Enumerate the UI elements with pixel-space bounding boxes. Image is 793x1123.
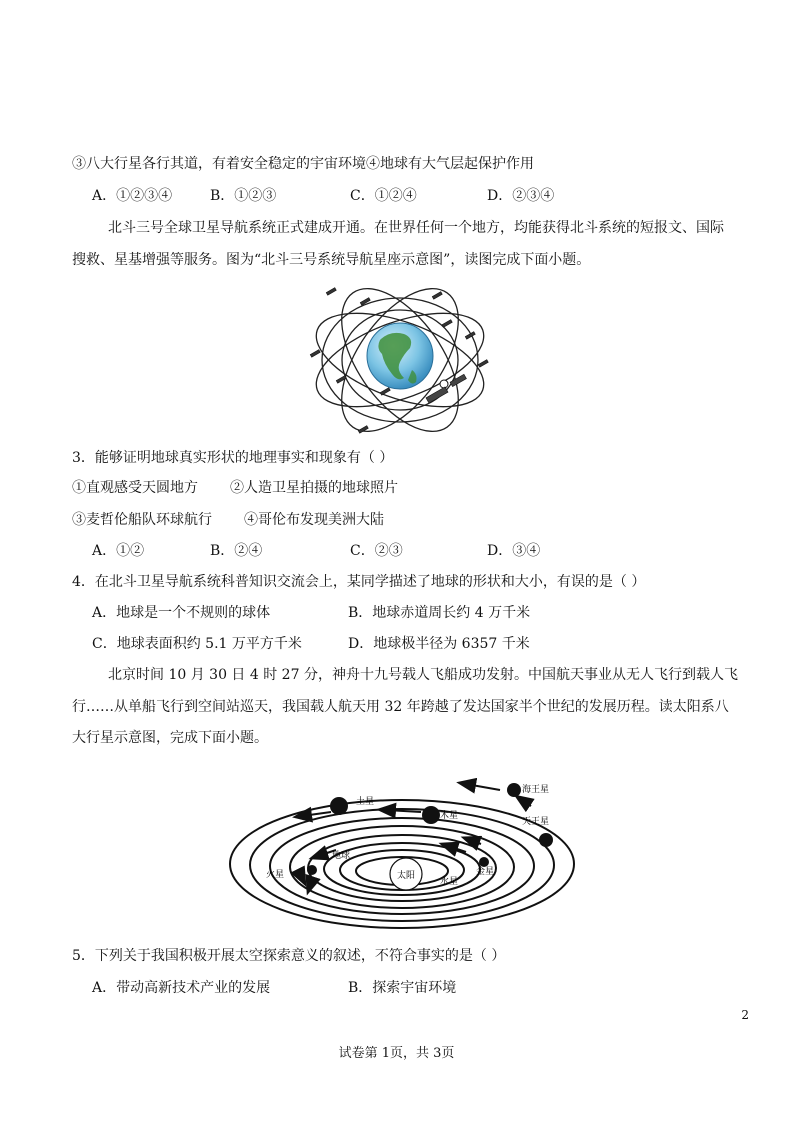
mars-label: 火星 [266,870,285,880]
q3-stem: 3．能够证明地球真实形状的地理事实和现象有（ ） [72,450,394,466]
satellite-icon [478,360,488,368]
intro-option-d: D．②③④ [487,188,555,204]
beidou-paragraph-line-2: 搜救、星基增强等服务。图为“北斗三号系统导航星座示意图”，读图完成下面小题。 [72,252,591,268]
beidou-constellation-figure [300,278,500,440]
satellite-icon [432,292,442,300]
shenzhou-paragraph-line-3: 大行星示意图，完成下面小题。 [72,730,268,746]
intro-option-a: A．①②③④ [92,188,173,204]
uranus-label: 天王星 [522,817,550,827]
mars [307,865,317,875]
q5-option-a: A．带动高新技术产业的发展 [92,980,271,996]
page-number: 2 [741,1008,749,1022]
q3-item-1: ①直观感受天圆地方 [72,480,198,496]
satellite-icon [326,288,336,296]
q3-item-4: ④哥伦布发现美洲大陆 [244,512,384,528]
q4-option-b: B．地球赤道周长约 4 万千米 [348,605,531,621]
satellite-icon [442,320,452,328]
orbit-direction-arrow [522,800,531,806]
q3-option-c: C．②③ [350,543,403,559]
orbit-direction-arrow [310,880,312,886]
sun-label: 太阳 [397,871,416,881]
q3-option-b: B．②④ [210,543,263,559]
venus-label: 金星 [476,867,495,877]
q4-stem: 4．在北斗卫星导航系统科普知识交流会上，某同学描述了地球的形状和大小，有误的是（ ） [72,574,646,590]
beidou-paragraph-line-1: 北斗三号全球卫星导航系统正式建成开通。在世界任何一个地方，均能获得北斗系统的短报文、国际 [108,220,724,236]
saturn-label: 土星 [356,797,375,807]
orbit-direction-arrow [386,810,421,812]
neptune [507,783,521,797]
jupiter-label: 木星 [440,811,459,821]
earth-label: 地球 [332,851,351,861]
jupiter [422,806,440,824]
q4-option-a: A．地球是一个不规则的球体 [92,605,271,621]
satellite-icon [380,388,390,396]
q4-option-c: C．地球表面积约 5.1 万平方千米 [92,636,302,652]
orbit-direction-arrow [470,840,481,844]
page-footer: 试卷第 1页，共 3页 [338,1046,455,1061]
neptune-label: 海王星 [522,785,550,795]
satellite-icon [310,350,320,358]
earth-planet [318,849,328,859]
intro-option-c: C．①②④ [350,188,417,204]
q4-option-d: D．地球极半径为 6357 千米 [348,636,530,652]
uranus [539,833,553,847]
venus [479,857,489,867]
q5-stem: 5．下列关于我国积极开展太空探索意义的叙述，不符合事实的是（ ） [72,948,506,964]
mercury-label: 水星 [440,877,459,887]
orbit-direction-arrow [466,784,500,790]
orbit-direction-arrow [298,870,302,878]
intro-statement: ③八大行星各行其道，有着安全稳定的宇宙环境④地球有大气层起保护作用 [72,156,534,172]
q3-option-d: D．③④ [487,543,541,559]
saturn [330,797,348,815]
q3-item-3: ③麦哲伦船队环球航行 [72,512,212,528]
q3-option-a: A．①② [92,543,145,559]
q5-option-b: B．探索宇宙环境 [348,980,457,996]
solar-system-figure [226,770,578,930]
shenzhou-paragraph-line-1: 北京时间 10 月 30 日 4 时 27 分，神舟十九号载人飞船成功发射。中国航天事业从无人飞行到载人飞 [108,667,738,683]
intro-option-b: B．①②③ [210,188,277,204]
shenzhou-paragraph-line-2: 行……从单船飞行到空间站巡天，我国载人航天用 32 年跨越了发达国家半个世纪的发展历程。读太阳系八 [72,699,729,715]
q3-item-2: ②人造卫星拍摄的地球照片 [230,480,398,496]
